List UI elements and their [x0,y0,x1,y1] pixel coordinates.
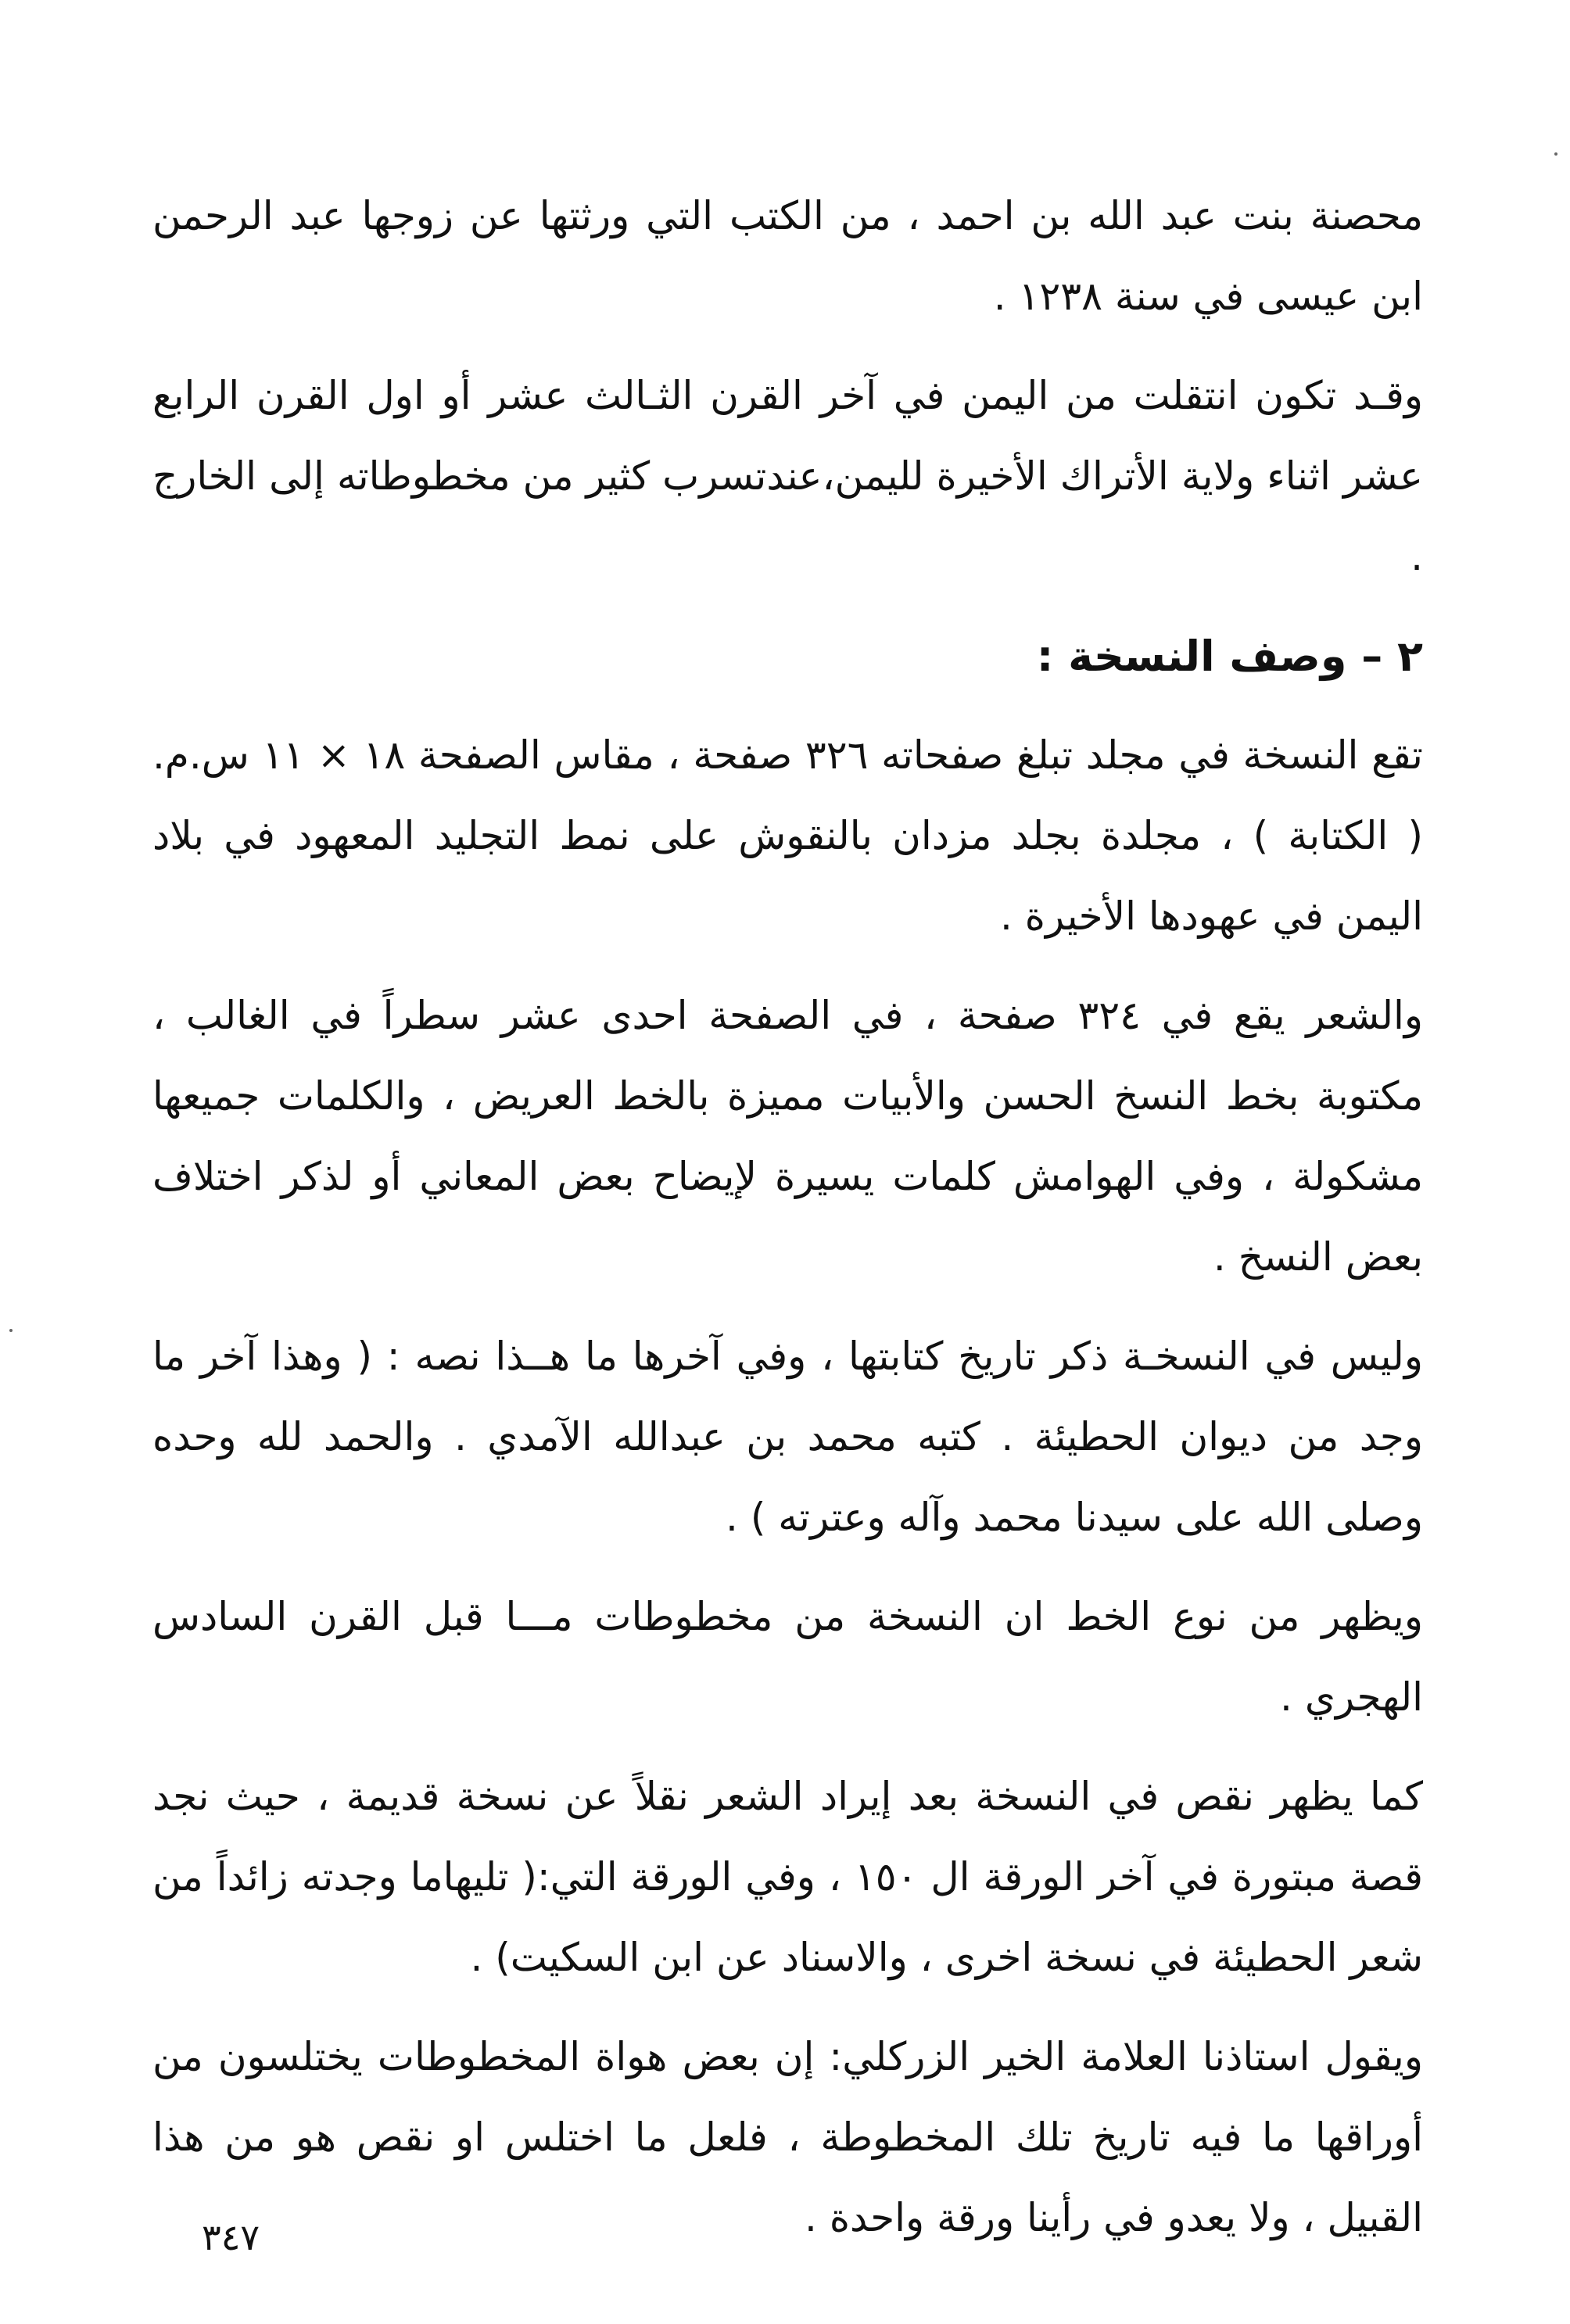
paragraph-8: ويقول استاذنا العلامة الخير الزركلي: إن بعض هواة المخطوطات يختلسون من أوراقها ما فيه تاريخ تلك المخطوطة ، فلعل ما اختلس او نقص هو من هذا القبيل ، ولا يعدو في رأينا ورقة واحدة . [152,2034,1423,2240]
paragraph-6: ويظهر من نوع الخط ان النسخة من مخطوطات مـــا قبل القرن السادس الهجري . [152,1594,1423,1720]
scan-speck [9,1329,13,1332]
paragraph-7: كما يظهر نقص في النسخة بعد إيراد الشعر نقلاً عن نسخة قديمة ، حيث نجد قصة مبتورة في آخر الورقة ال ١٥٠ ، وفي الورقة التي:( تليهاما وجدته زائداً من شعر الحطيئة في نسخة اخرى ، والاسناد عن ابن السكيت) . [152,1774,1423,1980]
paragraph-1: محصنة بنت عبد الله بن احمد ، من الكتب التي ورثتها عن زوجها عبد الرحمن ابن عيسى في سنة ١٢٣٨ . [152,193,1423,319]
page-number: ٣٤٧ [202,2216,260,2258]
paragraph-3: تقع النسخة في مجلد تبلغ صفحاته ٣٢٦ صفحة ، مقاس الصفحة ١٨ × ١١ س.م. ( الكتابة ) ، مجلدة بجلد مزدان بالنقوش على نمط التجليد المعهود في بلاد اليمن في عهودها الأخيرة . [152,732,1423,939]
paragraph-5: وليس في النسخـة ذكر تاريخ كتابتها ، وفي آخرها ما هــذا نصه : ( وهذا آخر ما وجد من ديوان الحطيئة . كتبه محمد بن عبدالله الآمدي . والحمد لله وحده وصلى الله على سيدنا محمد وآله وعترته ) . [152,1334,1423,1540]
scan-speck [1554,152,1557,156]
paragraph-2: وقـد تكون انتقلت من اليمن في آخر القرن الثـالث عشر أو اول القرن الرابع عشر اثناء ولاية الأتراك الأخيرة لليمن،عندتسرب كثير من مخطوطاته إلى الخارج . [152,373,1423,579]
section-heading: ٢ – وصف النسخة : [1036,632,1423,681]
body-text [152,176,1423,2277]
paragraph-4: والشعر يقع في ٣٢٤ صفحة ، في الصفحة احدى عشر سطراً في الغالب ، مكتوبة بخط النسخ الحسن والأبيات مميزة بالخط العريض ، والكلمات جميعها مشكولة ، وفي الهوامش كلمات يسيرة لإيضاح بعض المعاني أو لذكر اختلاف بعض النسخ . [152,993,1423,1280]
